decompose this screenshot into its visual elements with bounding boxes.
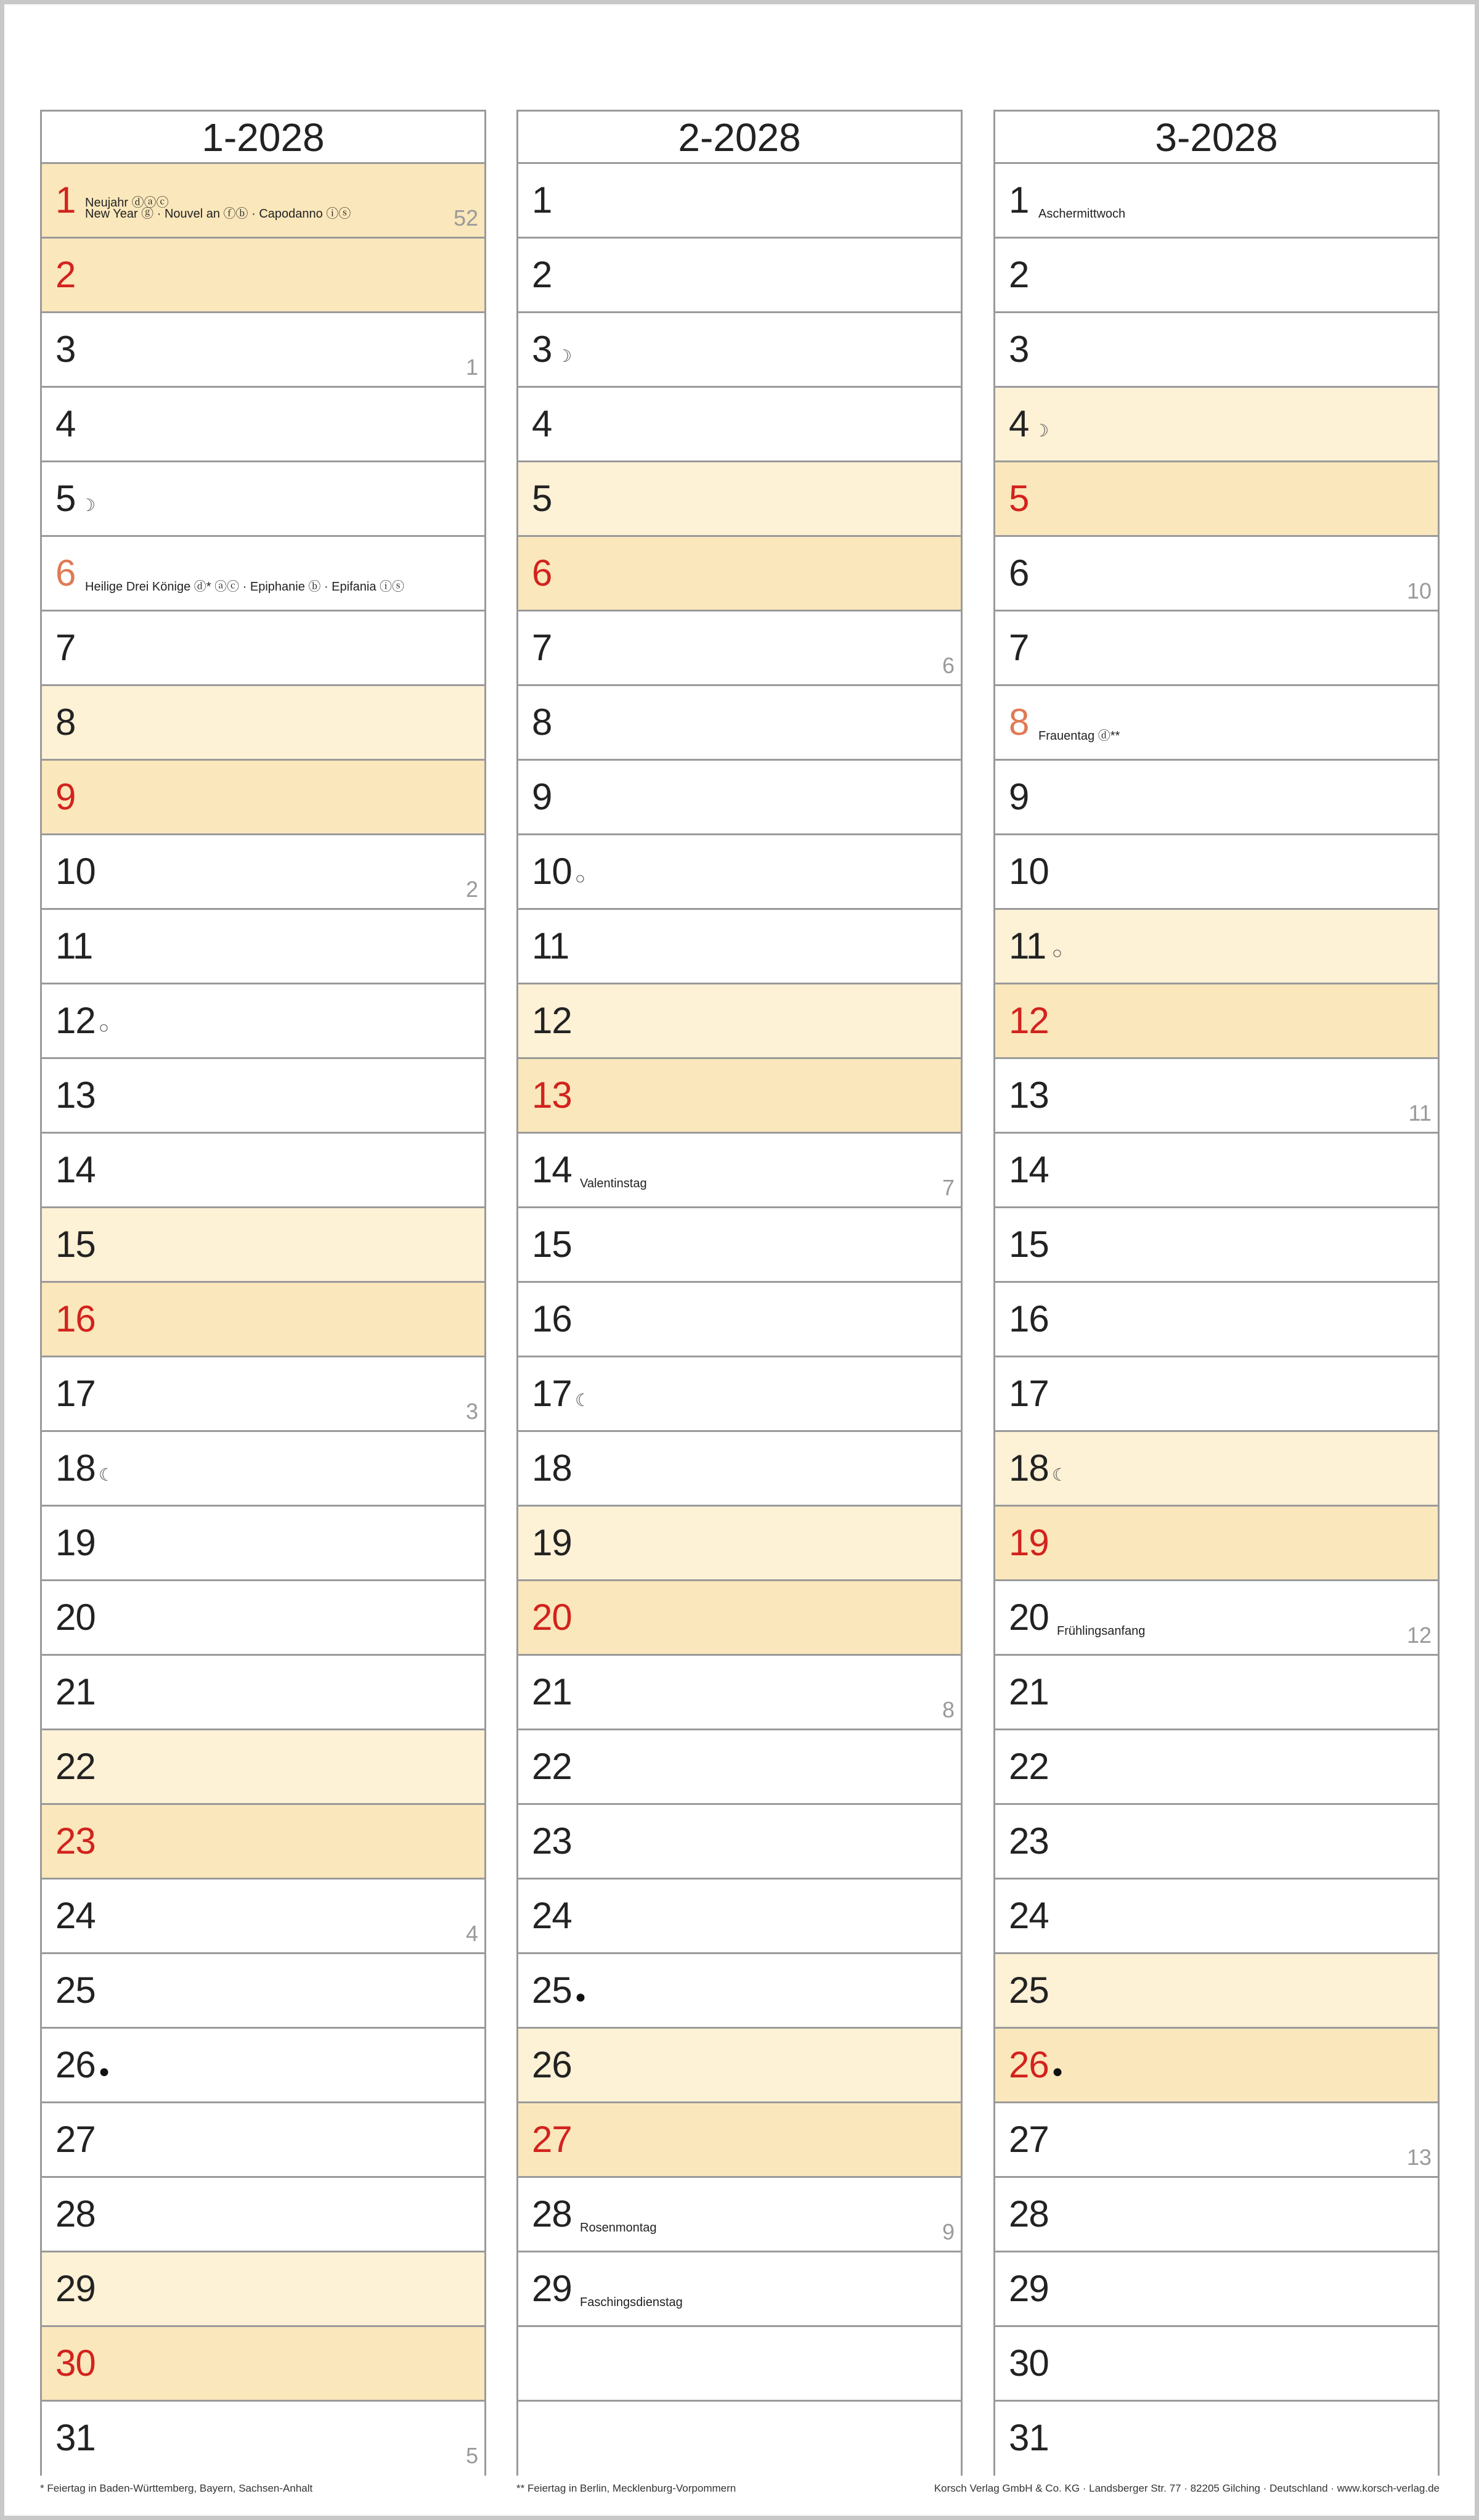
day-row: [518, 537, 961, 612]
day-number: 23: [55, 1820, 96, 1862]
day-number: 30: [55, 2342, 96, 2384]
day-number: 19: [532, 1522, 572, 1563]
day-number: 27: [1009, 2119, 1049, 2160]
publisher-imprint: Korsch Verlag GmbH & Co. KG · Landsberger Str. 77 · 82205 Gilching · Deutschland · www.korsch-verlag.de: [934, 2482, 1440, 2494]
day-row: [42, 1954, 484, 2029]
day-row: [518, 2029, 961, 2103]
day-row: [995, 313, 1438, 388]
day-number: 16: [532, 1298, 572, 1340]
moon-phase-icon: ○: [1052, 943, 1062, 962]
day-number: 1: [1009, 179, 1029, 221]
day-row: [42, 1507, 484, 1581]
day-note: Faschingsdienstag: [580, 2296, 683, 2309]
day-row: [995, 388, 1438, 462]
day-number: 20: [55, 1597, 96, 1638]
day-number: 3: [1009, 329, 1029, 370]
week-number: 3: [465, 1399, 478, 1424]
day-number: 24: [55, 1895, 96, 1936]
day-number: 6: [55, 552, 76, 594]
day-number: 27: [532, 2119, 572, 2160]
day-row: [518, 1357, 961, 1432]
week-number: 7: [942, 1175, 955, 1200]
week-number: 11: [1408, 1100, 1432, 1126]
week-number: 9: [942, 2219, 955, 2244]
day-row: [995, 1357, 1438, 1432]
day-number: 10: [55, 851, 96, 892]
day-number: 28: [1009, 2193, 1049, 2235]
day-row: [995, 1507, 1438, 1581]
day-note: Aschermittwoch: [1038, 207, 1126, 221]
day-row: [518, 1059, 961, 1134]
day-row: [995, 835, 1438, 910]
day-note: Frauentag ⓓ**: [1038, 729, 1120, 743]
day-row: [42, 984, 484, 1059]
day-row: [42, 1581, 484, 1656]
day-row: [42, 835, 484, 910]
week-number: 8: [942, 1697, 955, 1722]
day-row: [42, 2252, 484, 2327]
day-number: 12: [55, 1000, 96, 1041]
day-row: [518, 388, 961, 462]
new-moon-icon: ●: [99, 2061, 110, 2082]
day-row: [995, 1283, 1438, 1357]
day-number: 22: [532, 1746, 572, 1787]
day-row: [42, 239, 484, 313]
day-number: 29: [1009, 2268, 1049, 2309]
day-number: 9: [1009, 776, 1029, 817]
week-number: 6: [942, 653, 955, 678]
footnote-holiday-berlin: ** Feiertag in Berlin, Mecklenburg-Vorpommern: [516, 2482, 736, 2494]
day-number: 29: [532, 2268, 572, 2309]
day-number: 22: [1009, 1746, 1049, 1787]
day-row: [518, 462, 961, 537]
day-row: [42, 686, 484, 761]
day-number: 19: [1009, 1522, 1049, 1563]
day-row: [518, 761, 961, 835]
day-number: 25: [532, 1970, 572, 2011]
day-row: [42, 164, 484, 239]
new-moon-icon: ●: [1052, 2061, 1064, 2082]
day-number: 2: [55, 254, 76, 295]
day-row: [42, 462, 484, 537]
day-number: 15: [1009, 1224, 1049, 1265]
day-row: [42, 1059, 484, 1134]
day-row: [518, 1208, 961, 1283]
day-number: 2: [1009, 254, 1029, 295]
day-number: 26: [1009, 2044, 1049, 2085]
day-row: [42, 2402, 484, 2476]
day-row: [995, 1730, 1438, 1805]
day-number: 4: [55, 403, 76, 444]
day-number: 21: [55, 1671, 96, 1712]
day-number: 14: [55, 1149, 96, 1190]
day-number: 31: [55, 2417, 96, 2458]
day-number: 7: [1009, 627, 1029, 668]
day-row: [995, 1059, 1438, 1134]
day-row: [42, 761, 484, 835]
day-row: [518, 1432, 961, 1507]
day-row: [42, 910, 484, 984]
day-number: 28: [532, 2193, 572, 2235]
day-row: [518, 2252, 961, 2327]
day-row: [42, 1357, 484, 1432]
day-number: 14: [1009, 1149, 1049, 1190]
day-number: 8: [532, 702, 552, 743]
day-row: [995, 910, 1438, 984]
day-row: [995, 686, 1438, 761]
day-row: [518, 1880, 961, 1954]
day-number: 24: [532, 1895, 572, 1936]
day-row: [995, 612, 1438, 686]
month-column-march: [993, 110, 1440, 2476]
day-row: [995, 164, 1438, 239]
day-row: [995, 761, 1438, 835]
day-number: 21: [532, 1671, 572, 1712]
day-row: [518, 835, 961, 910]
day-row: [42, 2327, 484, 2402]
day-note: Neujahr ⓓⓐⓒ: [85, 196, 169, 210]
day-row: [42, 1134, 484, 1208]
day-row: [518, 1656, 961, 1730]
day-row: [995, 984, 1438, 1059]
day-note: Heilige Drei Könige ⓓ* ⓐⓒ · Epiphanie ⓑ · Epifania ⓘⓢ: [85, 580, 404, 594]
day-row: [995, 462, 1438, 537]
day-list: [518, 164, 961, 2476]
day-row: [518, 2103, 961, 2178]
day-row: [42, 2029, 484, 2103]
day-row: [42, 1805, 484, 1880]
day-row: [518, 612, 961, 686]
moon-phase-icon: ☽: [556, 346, 572, 366]
day-number: 6: [1009, 552, 1029, 594]
week-number: 2: [465, 877, 478, 902]
day-row: [42, 1283, 484, 1357]
day-row: [42, 388, 484, 462]
day-number: 8: [1009, 702, 1029, 743]
day-number: 2: [532, 254, 552, 295]
day-number: 29: [55, 2268, 96, 2309]
day-row: [518, 910, 961, 984]
day-number: 22: [55, 1746, 96, 1787]
day-number: 25: [55, 1970, 96, 2011]
moon-phase-icon: ☾: [575, 1391, 591, 1410]
week-number: 1: [465, 354, 478, 380]
day-note: Rosenmontag: [580, 2221, 657, 2235]
moon-phase-icon: ○: [575, 869, 585, 888]
day-row: [518, 1283, 961, 1357]
day-list: [995, 164, 1438, 2476]
week-number: 12: [1406, 1622, 1432, 1648]
day-number: 15: [532, 1224, 572, 1265]
day-number: 5: [55, 478, 76, 519]
moon-phase-icon: ☽: [1033, 421, 1049, 440]
month-title: 3-2028: [995, 112, 1438, 164]
day-row: [518, 2402, 961, 2476]
moon-phase-icon: ☾: [99, 1465, 115, 1484]
day-row: [995, 2327, 1438, 2402]
day-row: [995, 1805, 1438, 1880]
moon-phase-icon: ☾: [1052, 1465, 1068, 1484]
moon-phase-icon: ☽: [80, 496, 96, 515]
day-number: 27: [55, 2119, 96, 2160]
day-number: 31: [1009, 2417, 1049, 2458]
day-row: [42, 2178, 484, 2252]
day-row: [518, 2327, 961, 2402]
day-row: [995, 1581, 1438, 1656]
month-title: 2-2028: [518, 112, 961, 164]
day-number: 3: [55, 329, 76, 370]
day-number: 25: [1009, 1970, 1049, 2011]
day-number: 16: [55, 1298, 96, 1340]
day-row: [42, 1432, 484, 1507]
day-row: [518, 2178, 961, 2252]
moon-phase-icon: ○: [99, 1018, 109, 1037]
day-number: 6: [532, 552, 552, 594]
day-row: [995, 2103, 1438, 2178]
new-moon-icon: ●: [575, 1987, 587, 2007]
day-row: [42, 313, 484, 388]
day-row: [995, 1208, 1438, 1283]
day-number: 26: [532, 2044, 572, 2085]
day-number: 20: [532, 1597, 572, 1638]
day-row: [42, 537, 484, 612]
day-row: [518, 1581, 961, 1656]
day-row: [518, 1507, 961, 1581]
day-number: 23: [532, 1820, 572, 1862]
week-number: 4: [465, 1921, 478, 1946]
day-row: [42, 1880, 484, 1954]
day-number: 15: [55, 1224, 96, 1265]
month-column-january: [40, 110, 486, 2476]
footnote-holiday-states: * Feiertag in Baden-Württemberg, Bayern, Sachsen-Anhalt: [40, 2482, 313, 2494]
day-row: [995, 537, 1438, 612]
day-row: [42, 1656, 484, 1730]
day-number: 18: [532, 1447, 572, 1489]
day-row: [518, 239, 961, 313]
day-row: [518, 1954, 961, 2029]
day-number: 28: [55, 2193, 96, 2235]
day-row: [518, 1134, 961, 1208]
day-row: [518, 164, 961, 239]
day-number: 3: [532, 329, 552, 370]
day-number: 7: [532, 627, 552, 668]
day-number: 7: [55, 627, 76, 668]
week-number: 52: [453, 205, 478, 231]
day-row: [995, 2252, 1438, 2327]
day-number: 1: [532, 179, 552, 221]
day-number: 17: [55, 1373, 96, 1414]
day-number: 4: [532, 403, 552, 444]
day-row: [995, 1134, 1438, 1208]
day-number: 17: [532, 1373, 572, 1414]
day-number: 21: [1009, 1671, 1049, 1712]
day-row: [42, 612, 484, 686]
day-row: [518, 1730, 961, 1805]
day-row: [518, 686, 961, 761]
day-number: 5: [532, 478, 552, 519]
day-row: [995, 1432, 1438, 1507]
day-number: 26: [55, 2044, 96, 2085]
day-row: [518, 313, 961, 388]
month-title: 1-2028: [42, 112, 484, 164]
week-number: 13: [1406, 2145, 1432, 2170]
day-number: 1: [55, 179, 76, 221]
day-row: [995, 1954, 1438, 2029]
day-list: [42, 164, 484, 2476]
day-number: 18: [1009, 1447, 1049, 1489]
day-number: 11: [55, 925, 93, 967]
day-number: 24: [1009, 1895, 1049, 1936]
day-row: [518, 984, 961, 1059]
week-number: 5: [465, 2443, 478, 2468]
day-number: 4: [1009, 403, 1029, 444]
day-row: [518, 1805, 961, 1880]
day-number: 10: [1009, 851, 1049, 892]
day-row: [995, 239, 1438, 313]
day-row: [42, 1208, 484, 1283]
day-row: [42, 2103, 484, 2178]
day-note-secondary: New Year ⓖ · Nouvel an ⓕⓑ · Capodanno ⓘⓢ: [85, 207, 351, 221]
day-note: Valentinstag: [580, 1177, 647, 1190]
day-number: 8: [55, 702, 76, 743]
day-number: 11: [532, 925, 569, 967]
day-note: Frühlingsanfang: [1057, 1624, 1146, 1638]
day-row: [995, 2029, 1438, 2103]
day-number: 9: [55, 776, 76, 817]
day-number: 10: [532, 851, 572, 892]
day-number: 13: [532, 1074, 572, 1116]
day-row: [995, 1656, 1438, 1730]
day-number: 5: [1009, 478, 1029, 519]
day-number: 16: [1009, 1298, 1049, 1340]
day-number: 12: [1009, 1000, 1049, 1041]
day-number: 23: [1009, 1820, 1049, 1862]
day-number: 18: [55, 1447, 96, 1489]
day-number: 19: [55, 1522, 96, 1563]
day-number: 9: [532, 776, 552, 817]
day-number: 20: [1009, 1597, 1049, 1638]
day-row: [42, 1730, 484, 1805]
day-number: 12: [532, 1000, 572, 1041]
day-number: 13: [55, 1074, 96, 1116]
week-number: 10: [1406, 578, 1432, 603]
day-number: 30: [1009, 2342, 1049, 2384]
day-row: [995, 2178, 1438, 2252]
day-number: 17: [1009, 1373, 1049, 1414]
day-number: 13: [1009, 1074, 1049, 1116]
month-column-february: [516, 110, 963, 2476]
day-number: 11: [1009, 925, 1046, 967]
day-row: [995, 2402, 1438, 2476]
day-row: [995, 1880, 1438, 1954]
day-number: 14: [532, 1149, 572, 1190]
